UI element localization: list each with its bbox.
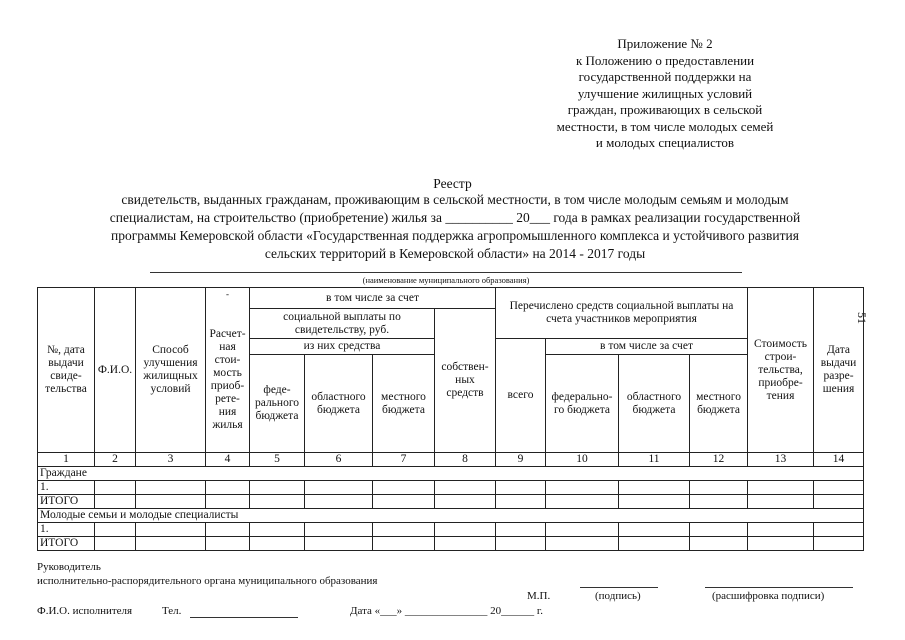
table-cell: [373, 523, 435, 537]
title-line: программы Кемеровской области «Государственная поддержка агропромышленного комплекса и устойчивого развития: [111, 228, 799, 243]
table-cell: [814, 537, 864, 551]
header-estimated-cost: Расчет-ная стои-мость приоб-рете-ния жилья: [206, 309, 250, 453]
table-cell: [619, 537, 690, 551]
table-cell: [748, 537, 814, 551]
stamp-label: М.П.: [527, 590, 551, 602]
appendix-line: и молодых специалистов: [595, 135, 735, 150]
header-local-2: местного бюджета: [690, 355, 748, 453]
row-item-number: 1.: [38, 523, 95, 537]
column-number: 10: [546, 453, 619, 467]
phone-label: Тел.: [162, 605, 182, 617]
registry-description: [40, 191, 870, 263]
table-cell: [435, 537, 496, 551]
column-number: 4: [206, 453, 250, 467]
header-cost: Стоимость строи-тельства, приобре-тения: [748, 288, 814, 453]
table-cell: [496, 523, 546, 537]
executor-label: Ф.И.О. исполнителя: [37, 605, 133, 617]
phone-fill-line: [190, 617, 298, 618]
column-number: 3: [136, 453, 206, 467]
section-label: Молодые семьи и молодые специалисты: [38, 509, 864, 523]
table-cell: [814, 481, 864, 495]
table-cell: [690, 495, 748, 509]
table-cell: [496, 537, 546, 551]
table-cell: [250, 495, 305, 509]
column-number: 13: [748, 453, 814, 467]
table-cell: [136, 495, 206, 509]
header-federal-2: федерально-го бюджета: [546, 355, 619, 453]
table-cell: [748, 495, 814, 509]
table-cell: [206, 495, 250, 509]
table-cell: [305, 537, 373, 551]
table-cell: [95, 495, 136, 509]
header-social-payment: социальной выплаты по свидетельству, руб.: [250, 309, 435, 339]
header-issue-date: Дата выдачи разре-шения: [814, 288, 864, 453]
column-number: 8: [435, 453, 496, 467]
section-label: Граждане: [38, 467, 864, 481]
table-cell: [435, 495, 496, 509]
table-cell: [435, 523, 496, 537]
appendix-line: к Положению о предоставлении: [575, 52, 755, 68]
column-number: 6: [305, 453, 373, 467]
table-cell: [250, 481, 305, 495]
table-cell: [748, 523, 814, 537]
column-number: 11: [619, 453, 690, 467]
header-including: в том числе за счет: [250, 288, 496, 309]
table-cell: [546, 537, 619, 551]
header-including-2: в том числе за счет: [546, 339, 748, 355]
table-cell: [373, 481, 435, 495]
header-method: Способ улучшения жилищных условий: [136, 288, 206, 453]
header-transferred: Перечислено средств социальной выплаты на счета участников мероприятия: [496, 288, 748, 339]
header-total: всего: [496, 339, 546, 453]
header-regional-2: областного бюджета: [619, 355, 690, 453]
table-row: [38, 523, 864, 537]
title-line: специалистам, на строительство (приобретение) жилья за __________ 20___ года в рамках реализации государственной: [109, 210, 801, 225]
table-cell: [546, 495, 619, 509]
table-cell: [305, 495, 373, 509]
signature-decode-caption: (расшифровка подписи): [712, 590, 825, 602]
table-cell: [748, 481, 814, 495]
table-row: [38, 481, 864, 495]
table-cell: [814, 495, 864, 509]
table-cell: [690, 537, 748, 551]
row-item-number: 1.: [38, 481, 95, 495]
signature-line: [580, 587, 658, 588]
header-regional: областного бюджета: [305, 355, 373, 453]
table-cell: [619, 495, 690, 509]
table-cell: [206, 523, 250, 537]
table-row-total: [38, 537, 864, 551]
column-number: 7: [373, 453, 435, 467]
table-cell: [690, 481, 748, 495]
table-cell: [250, 537, 305, 551]
table-cell: [814, 523, 864, 537]
appendix-line: Приложение № 2: [617, 36, 713, 51]
table-cell: [373, 495, 435, 509]
date-field: Дата «___» _______________ 20______ г.: [350, 605, 543, 617]
table-cell: [305, 481, 373, 495]
table-cell: [373, 537, 435, 551]
table-row-total: [38, 495, 864, 509]
header-local: местного бюджета: [373, 355, 435, 453]
title-line: сельских территорий в Кемеровской области» на 2014 - 2017 годы: [264, 246, 646, 261]
column-number: 14: [814, 453, 864, 467]
table-cell: [619, 481, 690, 495]
appendix-line: граждан, проживающих в сельской: [567, 102, 763, 117]
header-fio: Ф.И.О.: [95, 288, 136, 453]
registry-table: [37, 287, 864, 551]
table-cell: [546, 481, 619, 495]
title-line: свидетельств, выданных гражданам, проживающим в сельской местности, в том числе молодым семьям и молодым: [121, 192, 789, 207]
head-label: Руководитель: [37, 561, 101, 573]
table-cell: [136, 523, 206, 537]
header-dash: -: [206, 288, 250, 309]
appendix-header: [520, 36, 810, 152]
row-total-label: ИТОГО: [38, 495, 95, 509]
table-cell: [206, 537, 250, 551]
organ-label: исполнительно-распорядительного органа муниципального образования: [37, 575, 378, 587]
section-row-young-families: [38, 509, 864, 523]
appendix-line: местности, в том числе молодых семей: [556, 118, 774, 134]
signature-decode-line: [705, 587, 853, 588]
column-number: 5: [250, 453, 305, 467]
column-number: 2: [95, 453, 136, 467]
table-cell: [136, 481, 206, 495]
municipality-caption: (наименование муниципального образования): [362, 275, 530, 285]
page-number: 51: [855, 312, 869, 324]
section-row-citizens: [38, 467, 864, 481]
page-title: Реестр: [433, 176, 472, 191]
table-cell: [305, 523, 373, 537]
table-cell: [95, 523, 136, 537]
row-total-label: ИТОГО: [38, 537, 95, 551]
table-cell: [136, 537, 206, 551]
table-cell: [546, 523, 619, 537]
table-cell: [690, 523, 748, 537]
table-cell: [206, 481, 250, 495]
table-cell: [95, 481, 136, 495]
appendix-line: государственной поддержки на: [578, 69, 752, 84]
column-number: 9: [496, 453, 546, 467]
signature-caption: (подпись): [595, 590, 641, 602]
table-cell: [250, 523, 305, 537]
table-cell: [496, 481, 546, 495]
column-number: 1: [38, 453, 95, 467]
municipality-fill-line: [150, 272, 742, 273]
header-federal: феде-рального бюджета: [250, 355, 305, 453]
header-cert-number: №, дата выдачи свиде-тельства: [38, 288, 95, 453]
column-number: 12: [690, 453, 748, 467]
appendix-line: улучшение жилищных условий: [577, 85, 753, 101]
header-from-funds: из них средства: [250, 339, 435, 355]
table-cell: [619, 523, 690, 537]
header-own-funds: собствен-ных средств: [435, 309, 496, 453]
table-cell: [496, 495, 546, 509]
table-cell: [95, 537, 136, 551]
table-cell: [435, 481, 496, 495]
